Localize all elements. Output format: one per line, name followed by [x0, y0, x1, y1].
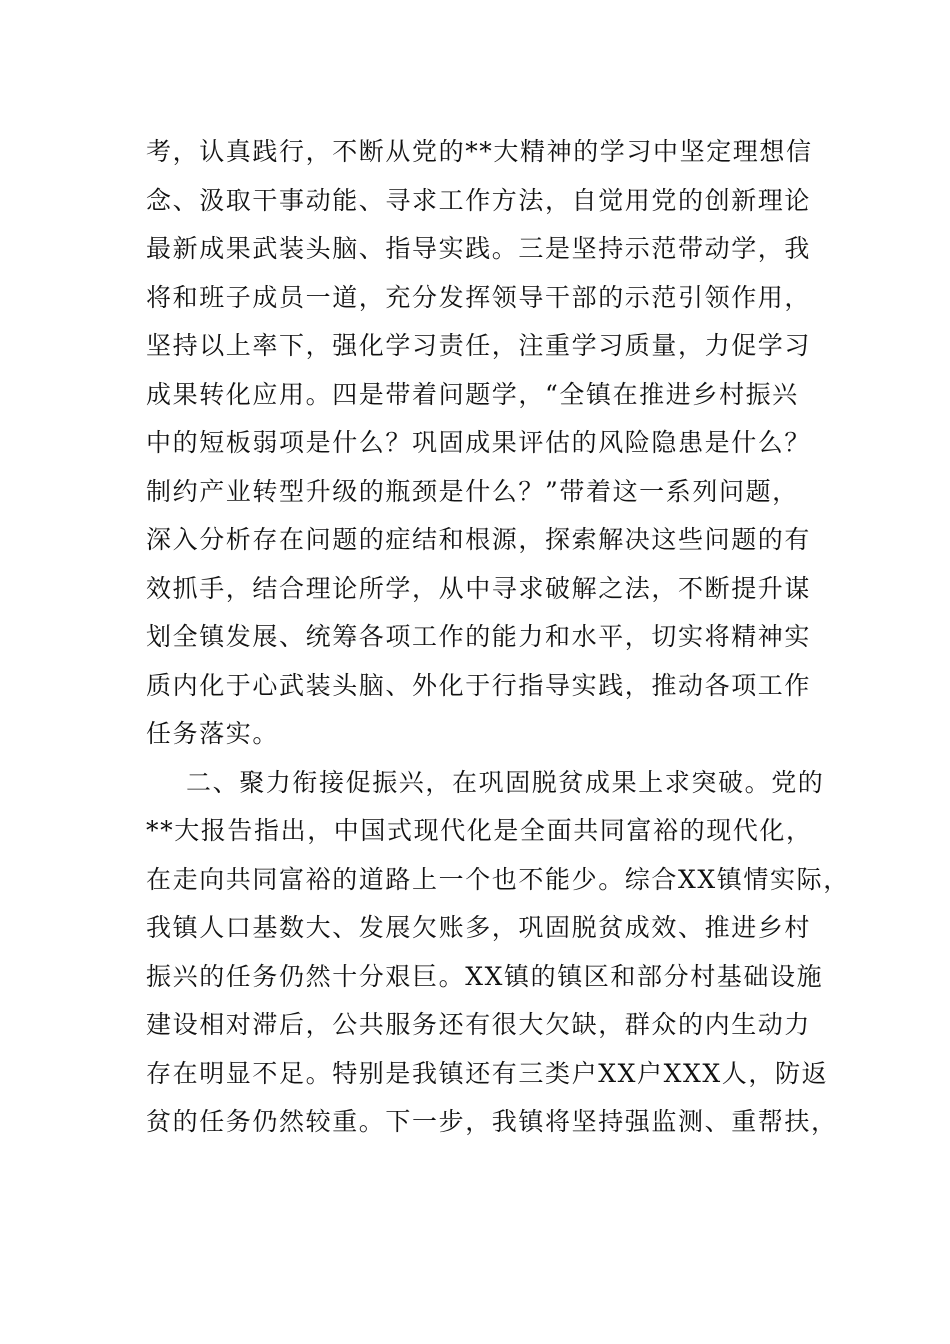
text-line: 坚持以上率下，强化学习责任，注重学习质量，力促学习 — [146, 331, 812, 360]
text-line: 将和班子成员一道，充分发挥领导干部的示范引领作用， — [146, 282, 812, 312]
text-line: 建设相对滞后，公共服务还有很大欠缺，群众的内生动力 — [146, 1010, 812, 1039]
text-line: 制约产业转型升级的瓶颈是什么？”带着这一系列问题， — [146, 476, 799, 506]
text-line: 划全镇发展、统筹各项工作的能力和水平，切实将精神实 — [146, 622, 812, 651]
text-line: 贫的任务仍然较重。下一步，我镇将坚持强监测、重帮扶， — [146, 1107, 838, 1136]
text-line: **大报告指出，中国式现代化是全面共同富裕的现代化， — [146, 816, 813, 845]
section-heading-line: 二、聚力衔接促振兴，在巩固脱贫成果上求突破。党的 — [186, 767, 825, 797]
text-line: 在走向共同富裕的道路上一个也不能少。综合XX镇情实际， — [146, 864, 850, 894]
text-line: 考，认真践行，不断从党的**大精神的学习中坚定理想信 — [146, 137, 813, 166]
text-line: 质内化于心武装头脑、外化于行指导实践，推动各项工作 — [146, 670, 812, 700]
document-body — [146, 128, 850, 1147]
text-line: 深入分析存在问题的症结和根源，探索解决这些问题的有 — [146, 525, 812, 554]
text-line: 我镇人口基数大、发展欠账多，巩固脱贫成效、推进乡村 — [146, 913, 812, 942]
text-line: 存在明显不足。特别是我镇还有三类户XX户XXX人，防返 — [146, 1058, 829, 1088]
text-line: 中的短板弱项是什么？巩固成果评估的风险隐患是什么？ — [146, 428, 812, 457]
text-line: 成果转化应用。四是带着问题学，“全镇在推进乡村振兴 — [146, 379, 799, 409]
text-line: 任务落实。 — [146, 719, 280, 748]
text-line: 最新成果武装头脑、指导实践。三是坚持示范带动学，我 — [146, 234, 812, 263]
text-line: 效抓手，结合理论所学，从中寻求破解之法，不断提升谋 — [146, 573, 812, 603]
text-line: 振兴的任务仍然十分艰巨。XX镇的镇区和部分村基础设施 — [146, 961, 824, 991]
text-line: 念、汲取干事动能、寻求工作方法，自觉用党的创新理论 — [146, 185, 812, 215]
